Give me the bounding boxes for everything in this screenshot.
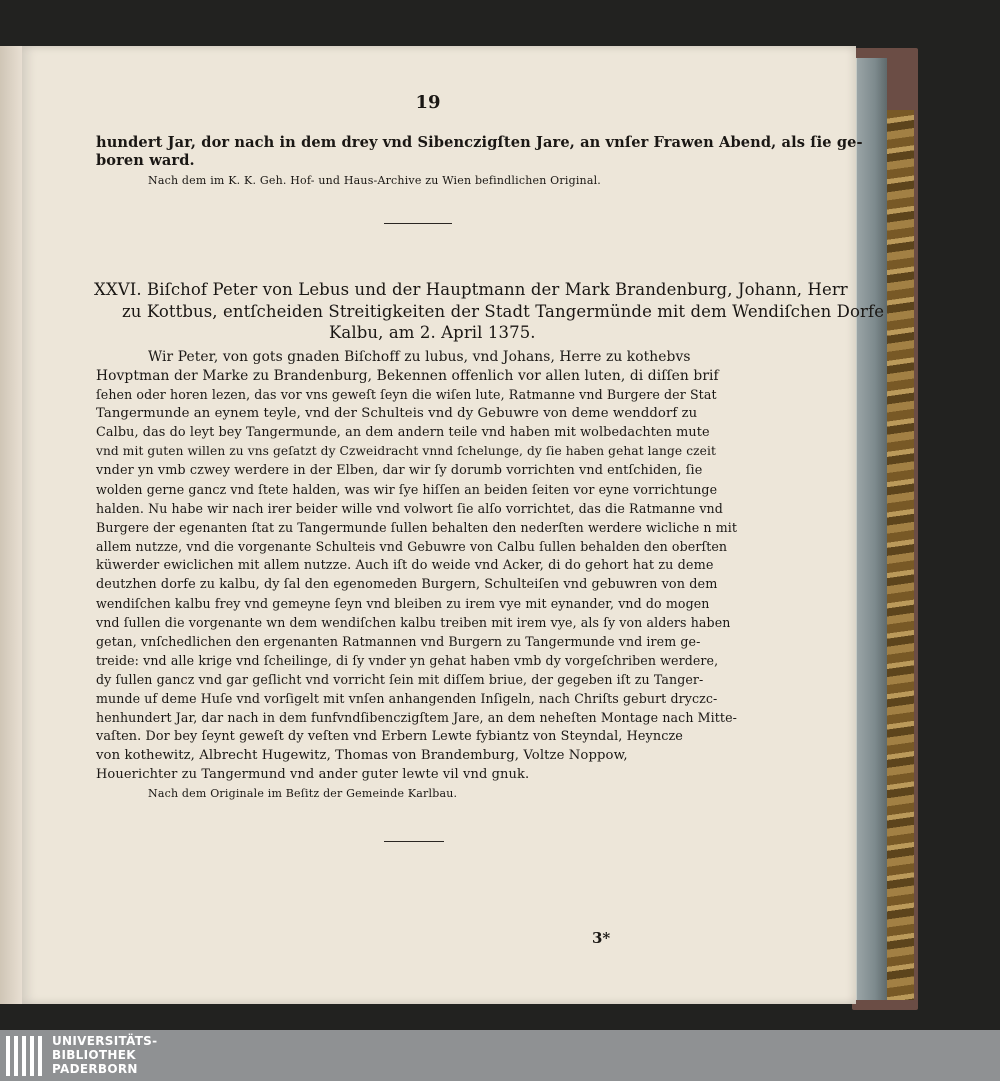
body-line: wolden gerne gancz vnd ſtete halden, was wir ſye hiſſen an beiden ſeiten vor eyne vorrichtunge: [96, 482, 718, 497]
intro-line: boren ward.: [96, 152, 195, 169]
body-line: allem nutzze, vnd die vorgenante Schulteis vnd Gebuwre von Calbu ſullen behalden den oberſten: [96, 539, 728, 554]
source-note: Nach dem Originale im Beſitz der Gemeinde Karlbau.: [148, 787, 458, 800]
library-name-line: PADERBORN: [52, 1062, 138, 1076]
body-line: küwerder ewiclichen mit allem nutzze. Auch iſt do weide vnd Acker, di do gehort hat zu deme: [96, 558, 714, 573]
body-line: von kothewitz, Albrecht Hugewitz, Thomas von Brandemburg, Voltze Noppow,: [96, 748, 628, 763]
body-line: vnd ſullen die vorgenante wn dem wendiſchen kalbu treiben mit irem vye, als ſy von alders haben: [96, 615, 731, 630]
page-number: 19: [415, 92, 441, 113]
body-line: vnd mit guten willen zu vns geſatzt dy Czweidracht vnnd ſchelunge, dy ſie haben gehat lange czeit: [96, 444, 716, 458]
section-divider: [384, 223, 452, 224]
body-line: vaſten. Dor bey ſeynt geweſt dy veſten vnd Erbern Lewte fybiantz von Steyndal, Heyncze: [96, 729, 683, 744]
body-line: Houerichter zu Tangermund vnd ander guter lewte vil vnd gnuk.: [96, 767, 530, 782]
document-heading: XXVI. Biſchof Peter von Lebus und der Hauptmann der Mark Brandenburg, Johann, Herr: [94, 280, 848, 299]
body-line: halden. Nu habe wir nach irer beider wille vnd volwort ſie alſo vorrichtet, das die Ratmanne vnd: [96, 501, 723, 516]
intro-line: hundert Jar, dor nach in dem drey vnd Sibenczigſten Jare, an vnſer Frawen Abend, als ſie ge-: [96, 134, 863, 151]
body-line: Burgere der egenanten ſtat zu Tangermunde ſullen behalten den nederſten werdere wicliche n mit: [96, 520, 738, 535]
book-page: [22, 46, 885, 1004]
body-line: vnder yn vmb czwey werdere in der Elben, dar wir ſy dorumb vorrichten vnd entſchiden, ſie: [96, 463, 703, 478]
page-stack-edge: [856, 58, 887, 1000]
library-footer: [0, 1030, 1000, 1081]
body-line: Tangermunde an eynem teyle, vnd der Schulteis vnd dy Gebuwre von deme wenddorf zu: [96, 406, 698, 421]
library-name-line: UNIVERSITÄTS-: [52, 1034, 158, 1048]
signature-mark: 3*: [592, 929, 611, 947]
body-line: getan, vnſchedlichen den ergenanten Ratmannen vnd Burgern zu Tangermunde vnd irem ge-: [96, 634, 701, 649]
library-logo-icon: [6, 1036, 42, 1076]
library-name-line: BIBLIOTHEK: [52, 1048, 136, 1062]
marbled-endpaper: [884, 110, 914, 1000]
left-page-edge: [0, 46, 22, 1004]
body-line: Wir Peter, von gots gnaden Biſchoff zu lubus, vnd Johans, Herre zu kothebvs: [148, 349, 691, 365]
body-line: munde uf deme Huſe vnd vorſigelt mit vnſen anhangenden Inſigeln, nach Chriſts geburt dryczc-: [96, 691, 718, 706]
source-note: Nach dem im K. K. Geh. Hof- und Haus-Archive zu Wien befindlichen Original.: [148, 174, 601, 187]
body-line: Hovptman der Marke zu Brandenburg, Bekennen offenlich vor allen luten, di diſſen brif: [96, 368, 719, 384]
body-line: treide: vnd alle krige vnd ſcheilinge, di ſy vnder yn gehat haben vmb dy vorgeſchriben werdere,: [96, 653, 719, 668]
body-line: deutzhen dorfe zu kalbu, dy ſal den egenomeden Burgern, Schulteiſen vnd gebuwren von dem: [96, 577, 718, 592]
section-divider: [384, 841, 444, 842]
body-line: dy ſullen gancz vnd gar geſlicht vnd vorricht ſein mit diſſem briue, der gegeben iſt zu Tanger-: [96, 672, 704, 687]
body-line: wendiſchen kalbu frey vnd gemeyne ſeyn vnd bleiben zu irem vye mit eynander, vnd do mogen: [96, 596, 710, 611]
body-line: ſehen oder horen lezen, das vor vns geweſt ſeyn die wiſen lute, Ratmanne vnd Burgere der Stat: [96, 387, 717, 402]
body-line: henhundert Jar, dar nach in dem funfvndſibenczigſtem Jare, an dem neheſten Montage nach Mitte-: [96, 710, 737, 725]
document-heading: Kalbu, am 2. April 1375.: [329, 323, 536, 342]
document-heading: zu Kottbus, entſcheiden Streitigkeiten der Stadt Tangermünde mit dem Wendiſchen Dorfe: [122, 302, 885, 321]
body-line: Calbu, das do leyt bey Tangermunde, an dem andern teile vnd haben mit wolbedachten mute: [96, 425, 710, 440]
